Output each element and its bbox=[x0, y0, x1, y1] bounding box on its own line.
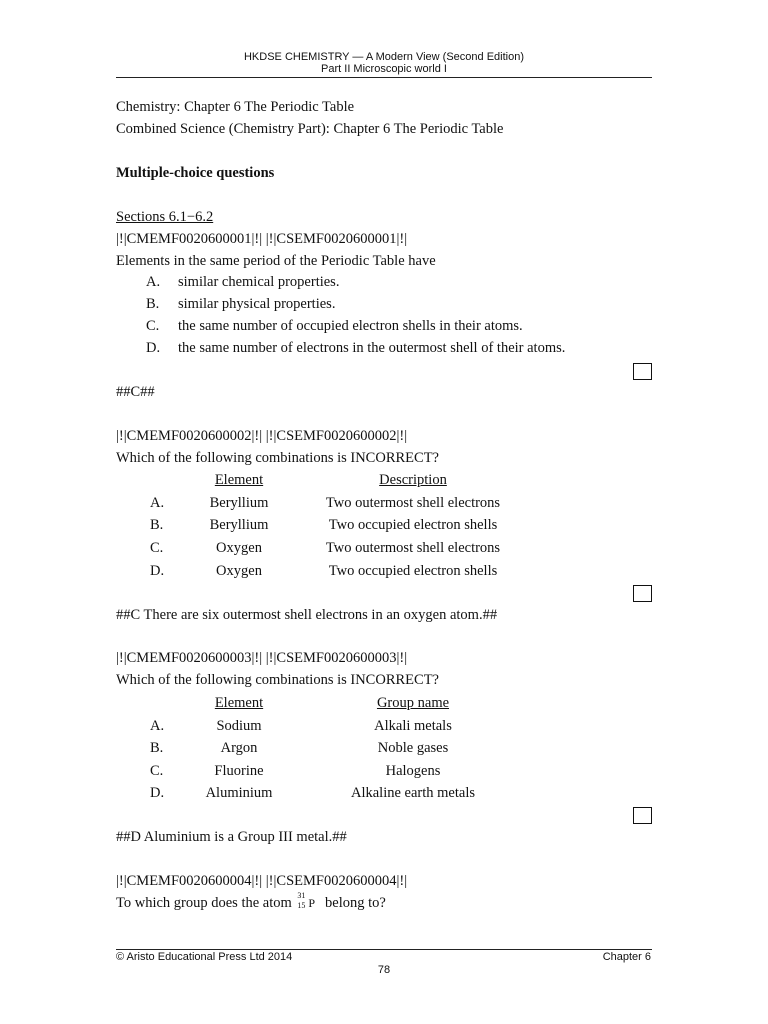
q3-group-name-header: Group name bbox=[376, 695, 450, 711]
phosphorus-nuclide-symbol bbox=[295, 891, 321, 912]
q3-row-a-letter: A. bbox=[150, 718, 165, 734]
q2-row-b-description: Two occupied electron shells bbox=[328, 517, 498, 533]
q4-stem-after: belong to? bbox=[325, 895, 386, 911]
q3-code: |!|CMEMF0020600003|!| |!|CSEMF0020600003|!| bbox=[116, 650, 408, 666]
q2-description-header: Description bbox=[379, 472, 447, 488]
q2-row-d-letter: D. bbox=[150, 563, 165, 579]
q4-stem bbox=[116, 891, 386, 912]
q3-row-c-group: Halogens bbox=[385, 763, 441, 779]
q4-code: |!|CMEMF0020600004|!| |!|CSEMF0020600004|!| bbox=[116, 873, 408, 889]
header-rule bbox=[116, 77, 652, 78]
q2-row-b-letter: B. bbox=[150, 517, 164, 533]
q3-row-b-element: Argon bbox=[220, 740, 258, 756]
q3-row-c-letter: C. bbox=[150, 763, 164, 779]
q1-option-a-text: similar chemical properties. bbox=[178, 274, 340, 290]
q1-answer: ##C## bbox=[116, 384, 155, 400]
q1-option-b-letter: B. bbox=[146, 296, 160, 312]
footer-chapter: Chapter 6 bbox=[602, 951, 651, 963]
element-symbol: P bbox=[308, 896, 316, 910]
q1-stem: Elements in the same period of the Periodic Table have bbox=[116, 253, 436, 269]
q2-row-a-element: Beryllium bbox=[209, 495, 269, 511]
q1-option-a-letter: A. bbox=[146, 274, 161, 290]
header-subtitle: Part II Microscopic world I bbox=[321, 63, 447, 75]
combined-science-chapter-line: Combined Science (Chemistry Part): Chapter 6 The Periodic Table bbox=[116, 121, 504, 137]
page-number: 78 bbox=[377, 964, 391, 976]
q2-stem: Which of the following combinations is INCORRECT? bbox=[116, 450, 439, 466]
q1-option-d-text: the same number of electrons in the outermost shell of their atoms. bbox=[178, 340, 566, 356]
q2-row-a-letter: A. bbox=[150, 495, 165, 511]
chemistry-chapter-line: Chemistry: Chapter 6 The Periodic Table bbox=[116, 99, 355, 115]
q1-answer-box[interactable] bbox=[633, 363, 652, 380]
q1-option-c-text: the same number of occupied electron shells in their atoms. bbox=[178, 318, 523, 334]
q2-row-c-element: Oxygen bbox=[216, 540, 262, 556]
q3-element-header: Element bbox=[214, 695, 264, 711]
section-heading: Multiple-choice questions bbox=[116, 165, 275, 181]
q3-stem: Which of the following combinations is INCORRECT? bbox=[116, 672, 439, 688]
q1-option-c-letter: C. bbox=[146, 318, 160, 334]
q3-row-d-element: Aluminium bbox=[205, 785, 273, 801]
footer-rule bbox=[116, 949, 652, 950]
q3-row-a-group: Alkali metals bbox=[374, 718, 452, 734]
q2-row-d-description: Two occupied electron shells bbox=[328, 563, 498, 579]
q1-option-d-letter: D. bbox=[146, 340, 161, 356]
mass-number: 31 bbox=[297, 891, 306, 900]
q2-row-c-description: Two outermost shell electrons bbox=[325, 540, 501, 556]
footer-copyright: © Aristo Educational Press Ltd 2014 bbox=[116, 951, 293, 963]
q3-row-b-group: Noble gases bbox=[377, 740, 449, 756]
header-title: HKDSE CHEMISTRY — A Modern View (Second Edition) bbox=[243, 51, 524, 63]
atomic-number: 15 bbox=[297, 901, 306, 910]
q3-row-a-element: Sodium bbox=[216, 718, 262, 734]
q3-row-d-group: Alkaline earth metals bbox=[350, 785, 475, 801]
q3-row-d-letter: D. bbox=[150, 785, 165, 801]
q1-code: |!|CMEMF0020600001|!| |!|CSEMF0020600001|!| bbox=[116, 231, 408, 247]
q2-code: |!|CMEMF0020600002|!| |!|CSEMF0020600002|!| bbox=[116, 428, 408, 444]
q2-answer: ##C There are six outermost shell electrons in an oxygen atom.## bbox=[116, 607, 498, 623]
q3-answer: ##D Aluminium is a Group III metal.## bbox=[116, 829, 347, 845]
q4-stem-before: To which group does the atom bbox=[116, 895, 292, 911]
q2-row-c-letter: C. bbox=[150, 540, 164, 556]
q3-answer-box[interactable] bbox=[633, 807, 652, 824]
q2-row-a-description: Two outermost shell electrons bbox=[325, 495, 501, 511]
q2-row-b-element: Beryllium bbox=[209, 517, 269, 533]
q2-answer-box[interactable] bbox=[633, 585, 652, 602]
q2-element-header: Element bbox=[214, 472, 264, 488]
q2-row-d-element: Oxygen bbox=[216, 563, 262, 579]
q3-row-c-element: Fluorine bbox=[214, 763, 264, 779]
sections-label: Sections 6.1−6.2 bbox=[116, 209, 214, 225]
q3-row-b-letter: B. bbox=[150, 740, 164, 756]
q1-option-b-text: similar physical properties. bbox=[178, 296, 336, 312]
